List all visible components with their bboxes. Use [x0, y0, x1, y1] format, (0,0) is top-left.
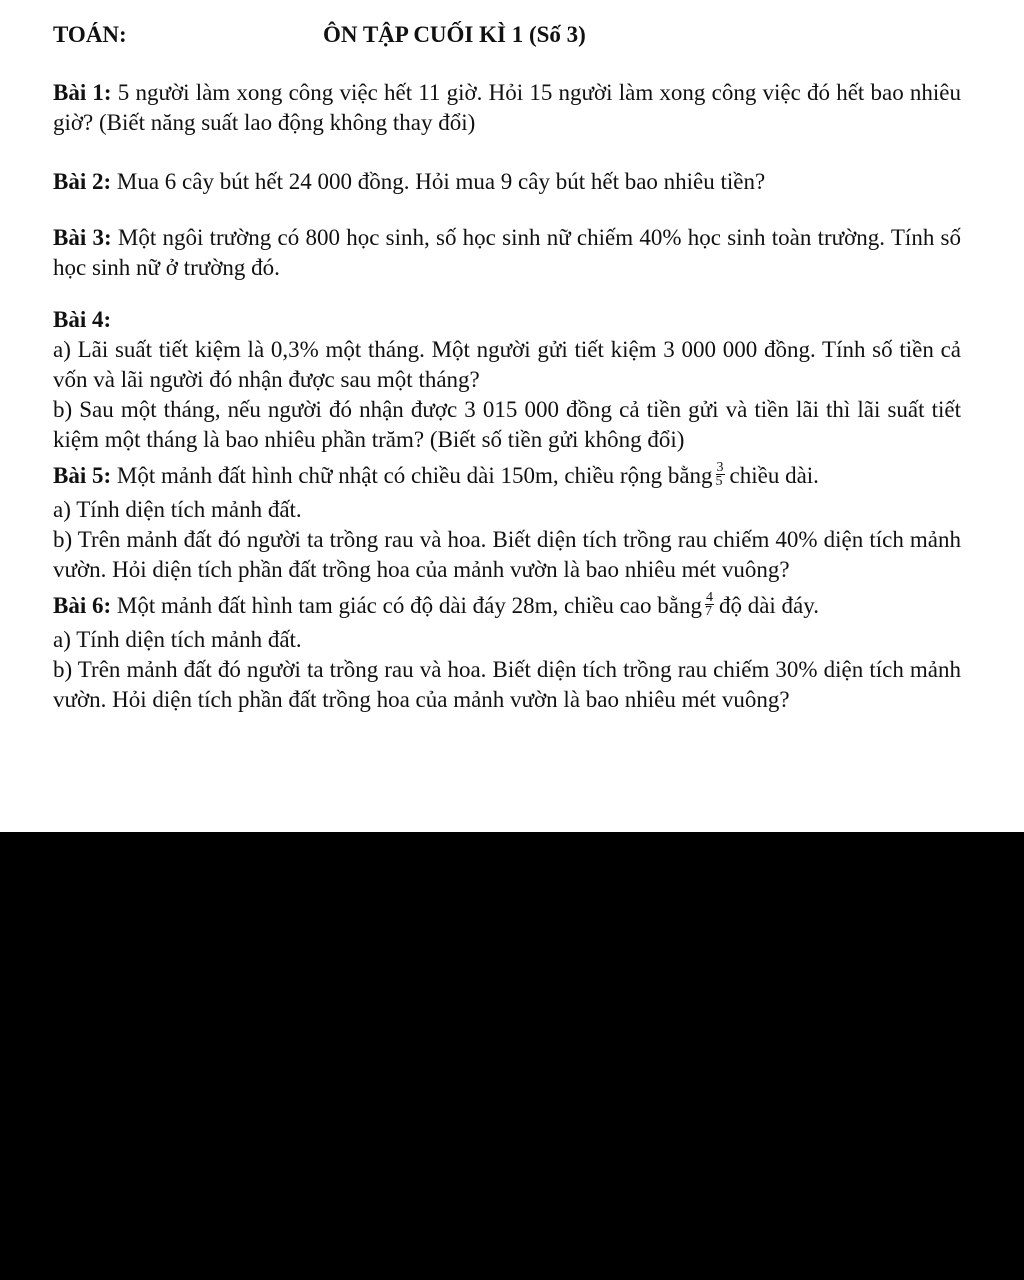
problem-3-text: Một ngôi trường có 800 học sinh, số học sinh nữ chiếm 40% học sinh toàn trường. Tính số học sinh nữ ở trường đó. [53, 225, 962, 280]
fraction-numerator: 3 [716, 460, 724, 476]
problem-1-label: Bài 1: [53, 80, 112, 105]
problem-6b: b) Trên mảnh đất đó người ta trồng rau và hoa. Biết diện tích trồng rau chiếm 30% diện tích mảnh vườn. Hỏi diện tích phần đất trồng hoa của mảnh vườn là bao nhiêu mét vuông? [53, 657, 961, 713]
problem-4-label: Bài 4: [53, 307, 112, 332]
problem-1 [53, 78, 961, 138]
problem-6-text-after: độ dài đáy. [718, 593, 820, 619]
fraction-denominator: 5 [715, 474, 723, 490]
problem-5-label: Bài 5: [53, 463, 112, 488]
black-bottom-area [0, 832, 1024, 1280]
problem-5-text-after: chiều dài. [729, 463, 819, 488]
problem-4-heading [53, 305, 961, 335]
worksheet-content [53, 20, 961, 715]
problem-2-label: Bài 2: [53, 169, 112, 194]
worksheet-title: ÔN TẬP CUỐI KÌ 1 (Số 3) [323, 22, 586, 47]
problem-6a: a) Tính diện tích mảnh đất. [53, 627, 302, 653]
problem-6-label: Bài 6: [53, 593, 112, 619]
problem-3 [53, 223, 961, 283]
fraction-4-7 [705, 591, 714, 618]
problem-5-text-before: Một mảnh đất hình chữ nhật có chiều dài 150m, chiều rộng bằng [116, 463, 713, 488]
problem-2 [53, 167, 961, 197]
fraction-numerator: 4 [705, 590, 713, 606]
fraction-denominator: 7 [704, 604, 712, 620]
problem-4b: b) Sau một tháng, nếu người đó nhận được 3 015 000 đồng cả tiền gửi và tiền lãi thì lãi suất tiết kiệm một tháng là bao nhiêu phần trăm? (Biết số tiền gửi không đổi) [53, 397, 961, 452]
problem-2-text: Mua 6 cây bút hết 24 000 đồng. Hỏi mua 9 cây bút hết bao nhiêu tiền? [116, 169, 766, 194]
problem-5a: a) Tính diện tích mảnh đất. [53, 497, 302, 523]
problem-5 [53, 461, 961, 491]
subject-label: TOÁN: [53, 22, 127, 47]
problem-6-text-before: Một mảnh đất hình tam giác có độ dài đáy 28m, chiều cao bằng [116, 593, 702, 619]
problem-4a: a) Lãi suất tiết kiệm là 0,3% một tháng. Một người gửi tiết kiệm 3 000 000 đồng. Tính số tiền cả vốn và lãi người đó nhận được sau một tháng? [53, 337, 961, 392]
fraction-3-5 [716, 461, 725, 488]
problem-6 [53, 591, 961, 621]
problem-1-text: 5 người làm xong công việc hết 11 giờ. Hỏi 15 người làm xong công việc đó hết bao nhiêu giờ? (Biết năng suất lao động không thay đổi) [53, 80, 962, 135]
problem-3-label: Bài 3: [53, 225, 112, 250]
problem-5b: b) Trên mảnh đất đó người ta trồng rau và hoa. Biết diện tích trồng rau chiếm 40% diện tích mảnh vườn. Hỏi diện tích phần đất trồng hoa của mảnh vườn là bao nhiêu mét vuông? [53, 527, 961, 583]
worksheet-header [53, 20, 961, 54]
